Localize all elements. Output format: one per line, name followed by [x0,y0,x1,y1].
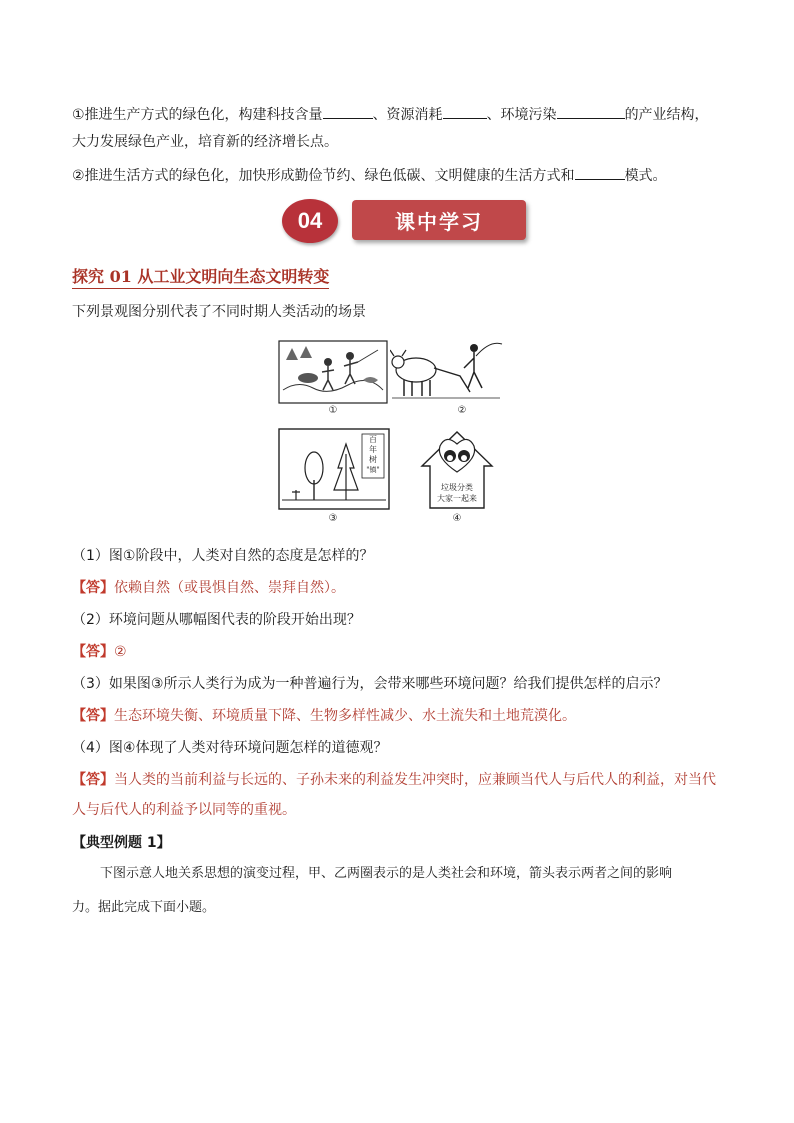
answer-text: 当人类的当前利益与长远的、子孙未来的利益发生冲突时，应兼顾当代人与后代人的利益，对当代 [114,772,716,788]
fill-blank [557,104,625,119]
figure-house-sorting [418,428,496,512]
answer-2 [72,642,722,662]
explore-lead: 下列景观图分别代表了不同时期人类活动的场景 [72,304,366,320]
house-sign [428,482,486,504]
fill-blank [323,104,373,119]
tree-sign-text: 百 [369,435,377,444]
figure-caption: ① [328,405,338,416]
answer-text: 人与后代人的利益予以同等的重视。 [72,802,296,818]
answer-tag: 【答】 [72,580,114,596]
answer-4 [72,770,722,790]
section-header [282,196,532,246]
answer-text: 生态环境失衡、环境质量下降、生物多样性减少、水土流失和土地荒漠化。 [114,708,576,724]
answer-tag: 【答】 [72,772,114,788]
example-text-1: 下图示意人地关系思想的演变过程，甲、乙两圈表示的是人类社会和环境，箭头表示两者之间的影响 [100,866,673,881]
tree-sign-text: "镇" [366,466,380,474]
fill-blank [443,104,487,119]
figure-ox-plowing [390,336,504,404]
example-heading: 【典型例题 1】 [72,835,171,851]
question-2: （2）环境问题从哪幅图代表的阶段开始出现？ [72,612,361,628]
section-title-banner: 课中学习 [352,200,526,240]
intro-line-3 [72,165,722,186]
intro-text: 、环境污染 [486,107,557,123]
figure-caption: ③ [328,513,338,524]
fill-blank [575,165,625,180]
answer-tag: 【答】 [72,644,114,660]
question-1: （1）图①阶段中，人类对自然的态度是怎样的？ [72,548,374,564]
figure-trees [278,428,390,510]
intro-text: 、资源消耗 [372,107,443,123]
explore-title: 探究 01 从工业文明向生态文明转变 [72,264,329,289]
figure-caption: ④ [452,513,462,524]
tree-sign [363,435,383,475]
house-sign-text: 垃圾分类 [441,483,473,492]
answer-text: ② [114,644,127,660]
answer-tag: 【答】 [72,708,114,724]
question-4: （4）图④体现了人类对待环境问题怎样的道德观？ [72,740,388,756]
intro-text: 的产业结构， [624,107,709,123]
intro-text: ②推进生活方式的绿色化，加快形成勤俭节约、绿色低碳、文明健康的生活方式和 [72,168,575,184]
answer-3 [72,706,722,726]
answer-1 [72,578,722,598]
figure-caption: ② [457,405,467,416]
intro-text: 模式。 [624,168,667,184]
intro-line-1 [72,104,722,125]
section-number-badge: 04 [282,199,338,243]
example-text-2: 力。据此完成下面小题。 [72,900,216,915]
intro-line-2: 大力发展绿色产业，培育新的经济增长点。 [72,134,338,150]
figure-hunting-scene [278,340,388,404]
house-sign-text: 大家一起来 [437,494,477,503]
intro-text: ①推进生产方式的绿色化，构建科技含量 [72,107,323,123]
answer-4-cont [72,800,722,820]
tree-sign-text: 年 [369,445,377,454]
question-3: （3）如果图③所示人类行为成为一种普遍行为，会带来哪些环境问题？给我们提供怎样的启示？ [72,676,668,692]
tree-sign-text: 树 [369,455,377,464]
answer-text: 依赖自然（或畏惧自然、崇拜自然）。 [114,580,345,596]
